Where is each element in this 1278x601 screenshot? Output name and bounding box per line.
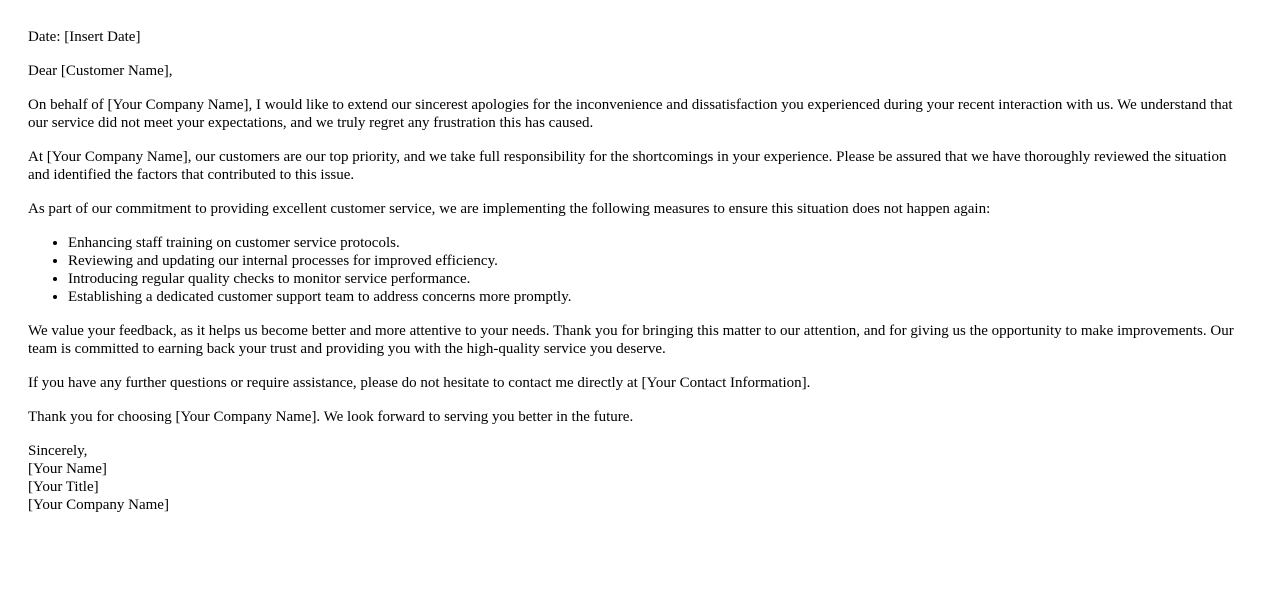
signer-company: [Your Company Name] <box>28 497 169 513</box>
list-item: • Introducing regular quality checks to monitor service performance. <box>68 270 1250 288</box>
body-paragraph: Thank you for choosing [Your Company Name]. We look forward to serving you better in the future. <box>28 409 634 425</box>
date-line: Date: [Insert Date] <box>28 29 141 45</box>
list-item: • Establishing a dedicated customer support team to address concerns more promptly. <box>68 288 1250 306</box>
body-paragraph: We value your feedback, as it helps us become better and more attentive to your needs. Thank you for bringing this matter to our attention, and for giving us the opportunity to make improvements. Our team is committed to earning back your trust and providing you with the high-quality service you deserve. <box>28 323 1234 357</box>
sign-off: Sincerely, <box>28 443 88 459</box>
measures-list <box>28 234 1250 306</box>
apology-letter <box>28 28 1250 530</box>
signer-title: [Your Title] <box>28 479 99 495</box>
body-paragraph: If you have any further questions or require assistance, please do not hesitate to contact me directly at [Your Contact Information]. <box>28 375 811 391</box>
signature-block <box>28 442 1250 514</box>
body-paragraph: On behalf of [Your Company Name], I would like to extend our sincerest apologies for the inconvenience and dissatisfaction you experienced during your recent interaction with us. We understand that our service did not meet your expectations, and we truly regret any frustration this has caused. <box>28 97 1233 131</box>
list-item: • Enhancing staff training on customer service protocols. <box>68 234 1250 252</box>
list-item: • Reviewing and updating our internal processes for improved efficiency. <box>68 252 1250 270</box>
signer-name: [Your Name] <box>28 461 107 477</box>
body-paragraph: At [Your Company Name], our customers are our top priority, and we take full responsibility for the shortcomings in your experience. Please be assured that we have thoroughly reviewed the situation and identified the factors that contributed to this issue. <box>28 149 1227 183</box>
salutation: Dear [Customer Name], <box>28 63 173 79</box>
body-paragraph: As part of our commitment to providing excellent customer service, we are implementing the following measures to ensure this situation does not happen again: <box>28 201 991 217</box>
